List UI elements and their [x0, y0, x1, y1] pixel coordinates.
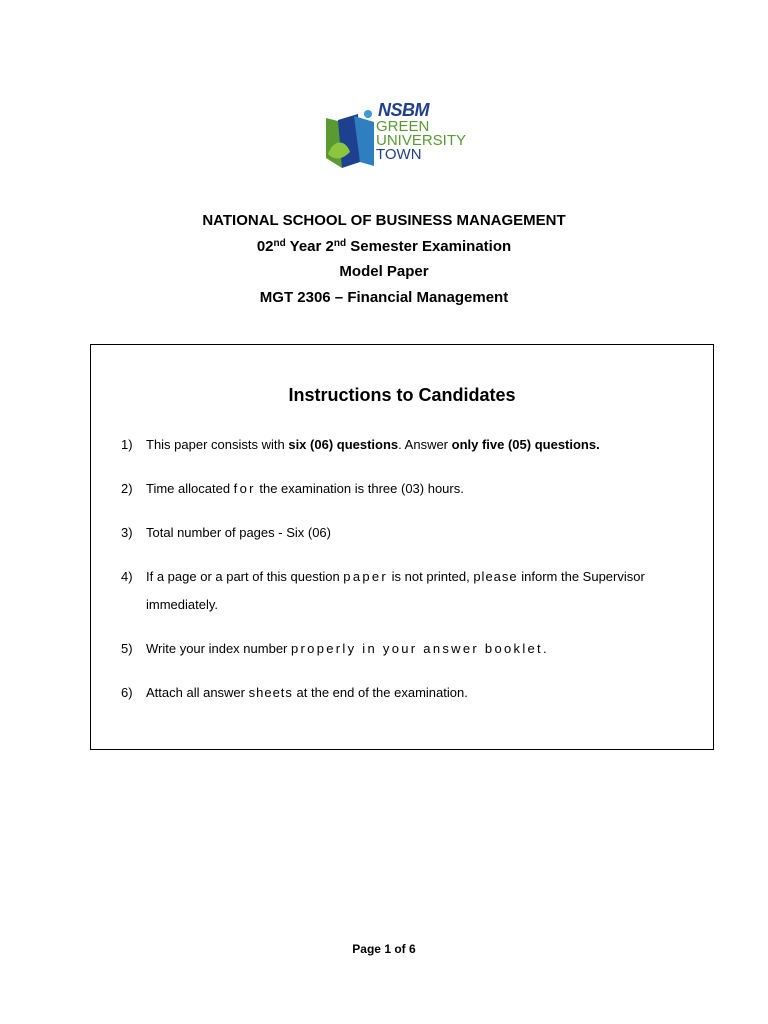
instructions-list: [121, 431, 713, 707]
exam-title: 02nd Year 2nd Semester Examination: [256, 237, 512, 255]
instruction-item: 2) Time allocated for the examination is three (03) hours.: [121, 481, 464, 496]
page-number: Page 1 of 6: [352, 942, 416, 956]
logo-line-green: GREEN: [376, 118, 430, 135]
logo-line-university: UNIVERSITY: [376, 132, 467, 149]
instructions-box: [90, 344, 714, 750]
course-title: MGT 2306 – Financial Management: [259, 288, 509, 306]
paper-type: Model Paper: [339, 263, 429, 280]
institution-name: NATIONAL SCHOOL OF BUSINESS MANAGEMENT: [202, 212, 566, 229]
logo-text: [376, 120, 466, 162]
logo-line-town: TOWN: [376, 146, 422, 163]
instruction-item: 3) Total number of pages - Six (06): [121, 525, 331, 540]
nsbm-emblem-icon: [324, 108, 378, 174]
nsbm-logo: [324, 100, 474, 176]
instructions-title: Instructions to Candidates: [288, 385, 516, 405]
logo-brand: NSBM: [378, 100, 429, 120]
exam-header: [0, 208, 768, 310]
instruction-item: 6) Attach all answer sheets at the end of the examination.: [121, 685, 468, 700]
instruction-item: 1) This paper consists with six (06) questions. Answer only five (05) questions.: [121, 437, 600, 452]
instruction-item: 4) If a page or a part of this question paper is not printed, please inform the Supervisor immediately.: [121, 569, 645, 612]
instruction-item: 5) Write your index number properly in your answer booklet.: [121, 641, 549, 656]
